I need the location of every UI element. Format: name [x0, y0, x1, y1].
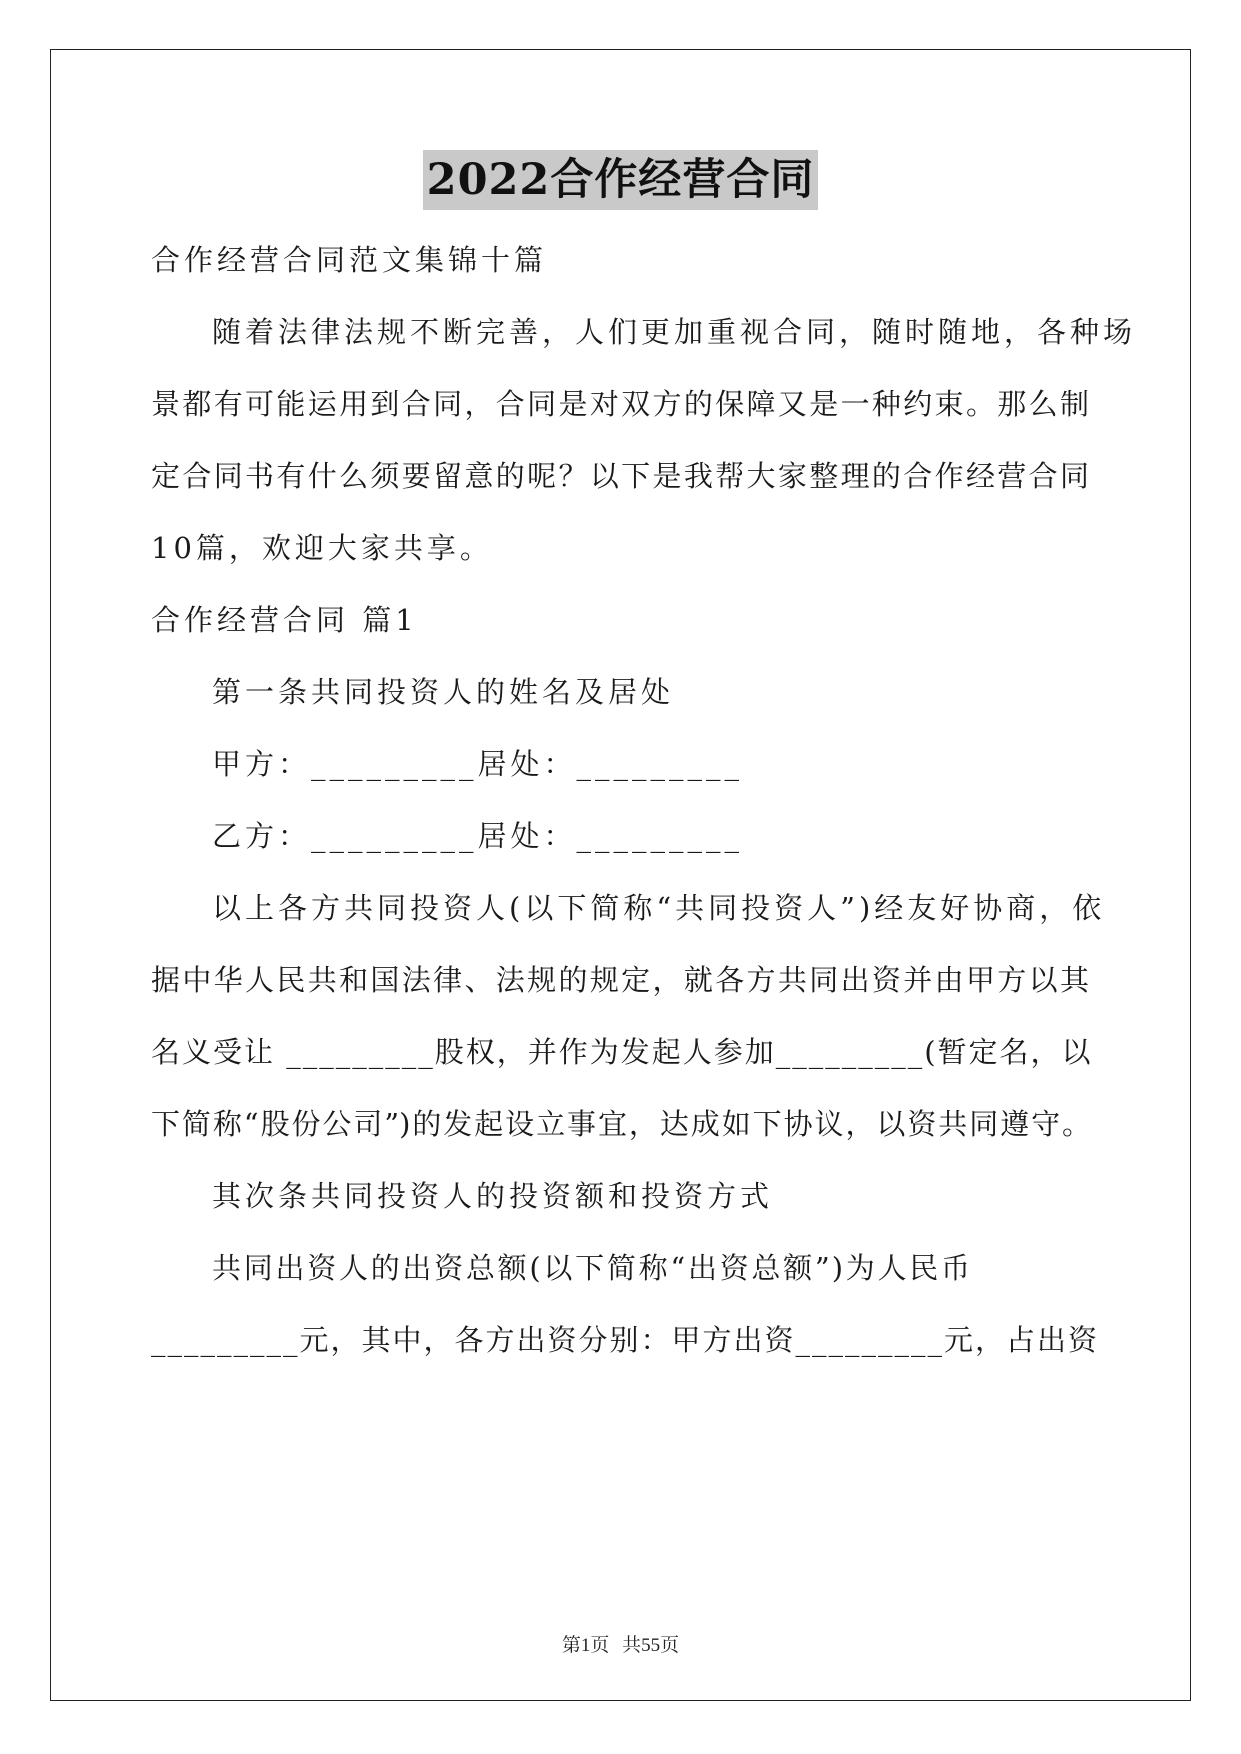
page-total: 共55页	[622, 1635, 680, 1656]
page-border	[50, 49, 1191, 1701]
party-b-line: 乙方：_________居处：_________	[212, 819, 744, 853]
paragraph-line: _________元，其中，各方出资分别：甲方出资_________元，占出资	[151, 1323, 1100, 1357]
paragraph-line: 下简称“股份公司”)的发起设立事宜，达成如下协议，以资共同遵守。	[151, 1107, 1091, 1141]
paragraph-line: 据中华人民共和国法律、法规的规定，就各方共同出资并由甲方以其	[151, 963, 1091, 997]
paragraph-line: 10篇，欢迎大家共享。	[151, 531, 493, 565]
paragraph-line: 以上各方共同投资人(以下简称“共同投资人”)经友好协商，依	[212, 891, 1106, 925]
clause-heading: 第一条共同投资人的姓名及居处	[212, 675, 675, 709]
paragraph-line: 随着法律法规不断完善，人们更加重视合同，随时随地，各种场	[212, 315, 1137, 349]
party-a-line: 甲方：_________居处：_________	[212, 747, 744, 781]
section-heading: 合作经营合同 篇1	[151, 603, 418, 637]
paragraph-line: 定合同书有什么须要留意的呢？以下是我帮大家整理的合作经营合同	[151, 459, 1091, 493]
paragraph-line: 景都有可能运用到合同，合同是对双方的保障又是一种约束。那么制	[151, 387, 1091, 421]
subtitle-line: 合作经营合同范文集锦十篇	[151, 243, 548, 277]
page-footer	[0, 1630, 1241, 1657]
title-container	[0, 150, 1241, 210]
page-number: 第1页	[561, 1635, 610, 1656]
paragraph-line: 名义受让 _________股权，并作为发起人参加_________(暂定名，以	[151, 1035, 1093, 1069]
clause-heading: 其次条共同投资人的投资额和投资方式	[212, 1179, 774, 1213]
document-title: 2022合作经营合同	[423, 150, 819, 210]
paragraph-line: 共同出资人的出资总额(以下简称“出资总额”)为人民币	[212, 1251, 972, 1285]
